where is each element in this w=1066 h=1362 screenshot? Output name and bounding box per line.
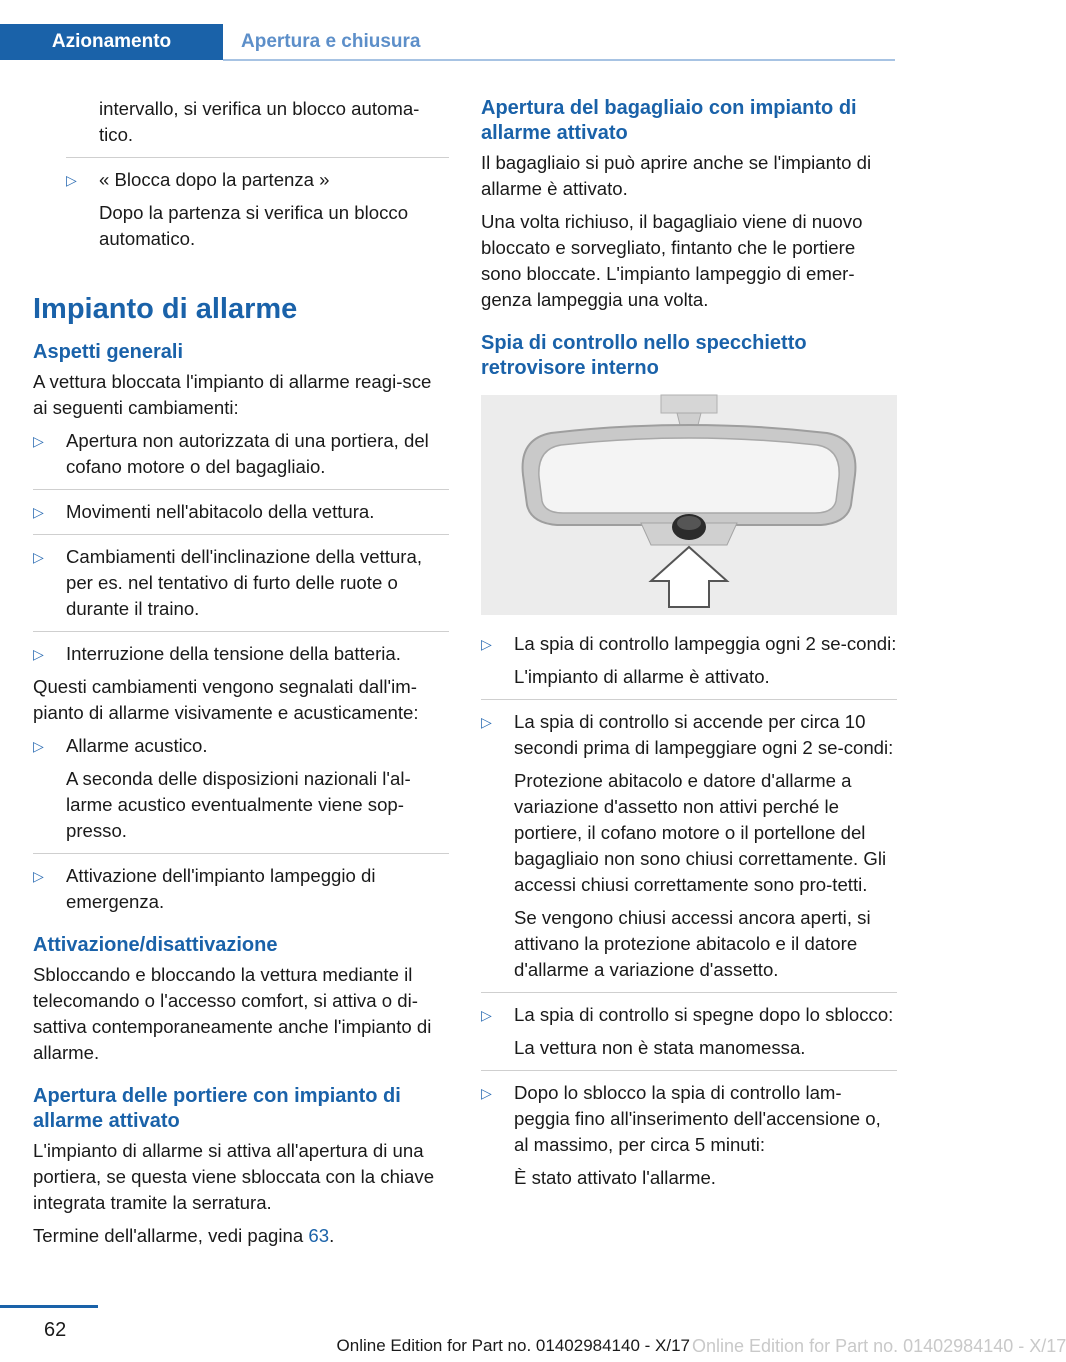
header-section-tab: Azionamento	[0, 24, 223, 60]
page-header	[0, 24, 895, 60]
list-item-text: La vettura non è stata manomessa.	[514, 1037, 806, 1058]
page-number-rule	[0, 1305, 98, 1308]
list-item-text: Dopo la partenza si verifica un blocco automatico.	[99, 202, 409, 249]
list-item-text: L'impianto di allarme è attivato.	[514, 666, 770, 687]
header-chapter-tab: Apertura e chiusura	[241, 31, 421, 52]
list-item-title: La spia di controllo lampeggia ogni 2 se-condi:	[514, 633, 897, 654]
bullet-triangle-icon: ▷	[33, 646, 44, 662]
text: .	[329, 1225, 335, 1246]
divider	[481, 699, 897, 700]
divider	[481, 992, 897, 993]
list-item-title: La spia di controllo si accende per circa 10 secondi prima di lampeggiare ogni 2 se-condi:	[514, 711, 894, 758]
subsection-title: Apertura del bagagliaio con impianto di allarme attivato	[481, 97, 857, 144]
paragraph: L'impianto di allarme si attiva all'apertura di una portiera, se questa viene sbloccata con la chiave integrata tramite la serratura.	[33, 1140, 435, 1213]
list-item-title: Dopo lo sblocco la spia di controllo lam-peggia fino all'inserimento dell'accensione o, al massimo, per circa 5 minuti:	[514, 1082, 881, 1155]
list-item-text: Attivazione dell'impianto lampeggio di emergenza.	[66, 865, 376, 912]
divider	[33, 631, 449, 632]
list-item-text: È stato attivato l'allarme.	[514, 1167, 716, 1188]
bullet-triangle-icon: ▷	[33, 549, 44, 565]
bullet-triangle-icon: ▷	[481, 714, 492, 730]
paragraph: Sbloccando e bloccando la vettura mediante il telecomando o l'accesso comfort, si attiva o di-sattiva contemporaneamente anche l'impianto di allarme.	[33, 964, 432, 1063]
list-item-text: Apertura non autorizzata di una portiera, del cofano motore o del bagagliaio.	[66, 430, 429, 477]
list-item	[33, 733, 449, 844]
section-title: Impianto di allarme	[33, 293, 298, 325]
subsection-title: Apertura delle portiere con impianto di allarme attivato	[33, 1085, 401, 1132]
paragraph: Questi cambiamenti vengono segnalati dall'im-pianto di allarme visivamente e acusticamente:	[33, 676, 419, 723]
subsection-title: Attivazione/disattivazione	[33, 934, 278, 956]
list-item	[481, 1080, 897, 1191]
left-column	[33, 96, 449, 1256]
list-item	[33, 641, 449, 667]
list-item-text: Interruzione della tensione della batteria.	[66, 643, 401, 664]
divider	[481, 1070, 897, 1071]
list-item-text: Se vengono chiusi accessi ancora aperti, si attivano la protezione abitacolo e il datore d'allarme a variazione d'assetto.	[514, 907, 871, 980]
list-item-text: Cambiamenti dell'inclinazione della vettura, per es. nel tentativo di furto delle ruote o durante il traino.	[66, 546, 422, 619]
subsection-title: Aspetti generali	[33, 341, 184, 363]
watermark-text: Online Edition for Part no. 01402984140 - X/17	[692, 1336, 1066, 1356]
list-item	[481, 1002, 897, 1061]
list-item	[481, 709, 897, 983]
list-item	[481, 631, 897, 690]
list-item	[33, 863, 449, 915]
bullet-triangle-icon: ▷	[481, 636, 492, 652]
bullet-triangle-icon: ▷	[33, 433, 44, 449]
list-item	[66, 167, 449, 252]
divider	[33, 853, 449, 854]
paragraph-with-link	[33, 1223, 449, 1249]
divider	[33, 534, 449, 535]
paragraph: Il bagagliaio si può aprire anche se l'impianto di allarme è attivato.	[481, 152, 872, 199]
bullet-triangle-icon: ▷	[33, 868, 44, 884]
bullet-triangle-icon: ▷	[481, 1007, 492, 1023]
list-item-text: Movimenti nell'abitacolo della vettura.	[66, 501, 375, 522]
page-number: 62	[44, 1319, 67, 1341]
mirror-illustration-svg	[481, 395, 897, 615]
bullet-triangle-icon: ▷	[481, 1085, 492, 1101]
paragraph: Una volta richiuso, il bagagliaio viene di nuovo bloccato e sorvegliato, fintanto che le portiere sono bloccate. L'impianto lampeggio di emer-genza lampeggia una volta.	[481, 211, 863, 310]
list-item	[33, 428, 449, 480]
list-item	[33, 499, 449, 525]
list-item-title: La spia di controllo si spegne dopo lo sblocco:	[514, 1004, 894, 1025]
header-rule	[223, 59, 895, 61]
page-link[interactable]: 63	[308, 1225, 330, 1246]
divider	[66, 157, 449, 158]
continued-text	[33, 96, 449, 148]
footer-edition-text: Online Edition for Part no. 01402984140 - X/17	[336, 1336, 690, 1355]
list-item-title: « Blocca dopo la partenza »	[99, 169, 330, 190]
list-item	[33, 544, 449, 622]
list-item-text: A seconda delle disposizioni nazionali l'al-larme acustico eventualmente viene sop-presso.	[66, 768, 411, 841]
divider	[33, 489, 449, 490]
paragraph: A vettura bloccata l'impianto di allarme reagi-sce ai seguenti cambiamenti:	[33, 371, 432, 418]
subsection-title: Spia di controllo nello specchietto retrovisore interno	[481, 332, 807, 379]
bullet-triangle-icon: ▷	[33, 504, 44, 520]
list-item-title: Allarme acustico.	[66, 735, 208, 756]
bullet-triangle-icon: ▷	[33, 738, 44, 754]
list-item-text: Protezione abitacolo e datore d'allarme a variazione d'assetto non attivi perché le portiere, il cofano motore o il portellone del bagagliaio non sono chiusi correttamente. Gli accessi chiusi correttamente sono pro-tetti.	[514, 770, 887, 895]
paragraph: intervallo, si verifica un blocco automa-tico.	[99, 98, 420, 145]
right-column	[481, 96, 897, 1198]
text: Termine dell'allarme, vedi pagina	[33, 1225, 309, 1246]
rearview-mirror-illustration	[481, 395, 897, 615]
bullet-triangle-icon: ▷	[66, 172, 77, 188]
